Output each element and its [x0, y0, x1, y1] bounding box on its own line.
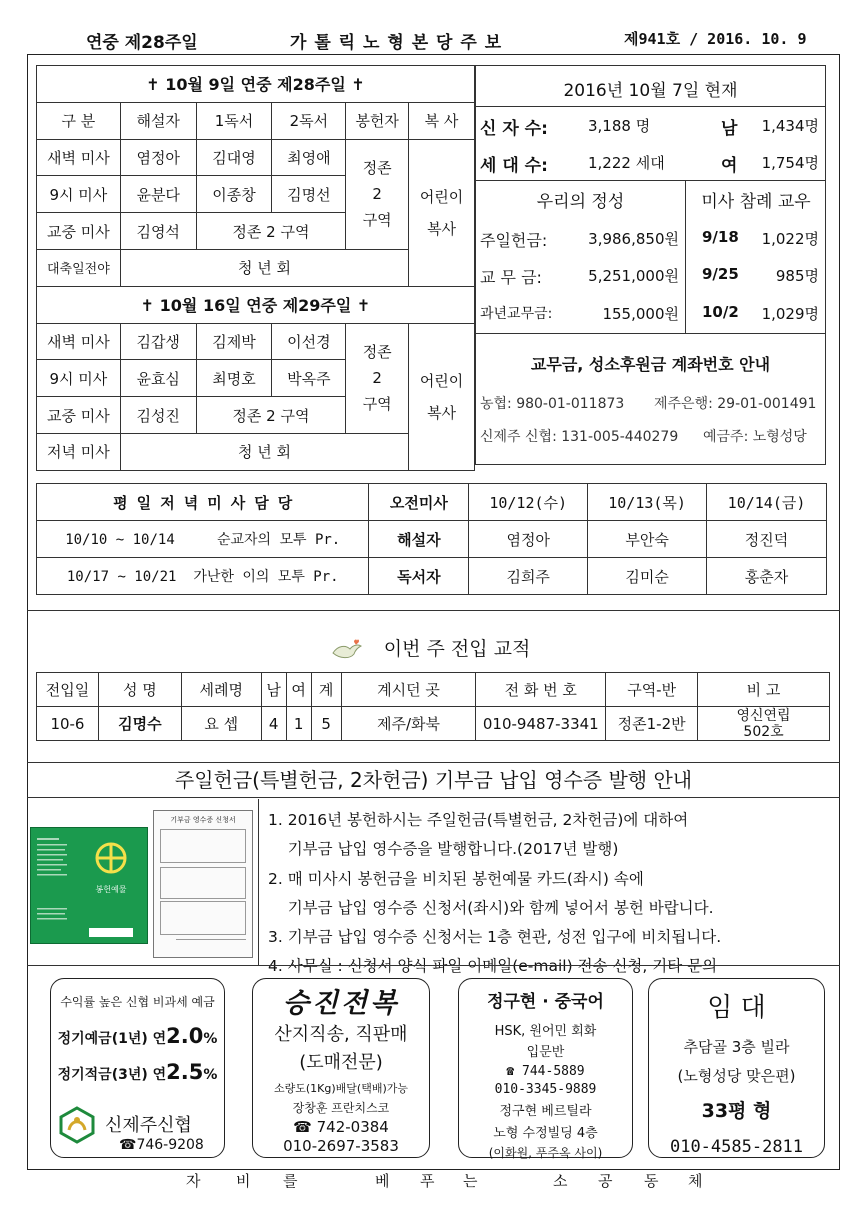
- abalone-name: 승진전복: [282, 988, 400, 1019]
- col-note: 비 고: [698, 673, 830, 707]
- chinese-name: 정구현 · 중국어: [487, 992, 604, 1012]
- mass-name: 대축일전야: [37, 249, 121, 286]
- chinese-line2: 입문반: [526, 1045, 565, 1060]
- pastdues-label: 과년교무금:: [480, 306, 553, 322]
- note-line: 3. 기부금 납입 영수증 신청서는 1층 현관, 성전 입구에 비치됩니다.: [268, 928, 722, 947]
- col-origin: 계시던 곳: [341, 673, 476, 707]
- rent-size: 33평 형: [701, 1100, 772, 1122]
- mass-schedule-table: [36, 65, 475, 471]
- cell-total: 5: [311, 707, 341, 741]
- mass-name: 9시 미사: [37, 360, 121, 397]
- col-offering: 봉헌자: [346, 102, 409, 139]
- commentator: 윤효심: [120, 360, 196, 397]
- parish-stats-panel: [475, 65, 826, 465]
- sunday-offering-value: 3,986,850원: [588, 230, 679, 248]
- offering-title: 우리의 정성: [536, 192, 625, 212]
- receipt-title: 주일헌금(특별헌금, 2차헌금) 기부금 납입 영수증 발행 안내: [27, 762, 840, 798]
- commentator: 염정아: [120, 139, 196, 176]
- merged-group: 청 년 회: [120, 433, 408, 470]
- rent-line1: 추담골 3층 빌라: [683, 1038, 790, 1056]
- duty-person: 김희주: [469, 558, 588, 595]
- cell-name: 김명수: [98, 707, 181, 741]
- col-date: 전입일: [37, 673, 99, 707]
- duty-date: 10/12(수): [469, 484, 588, 521]
- reading1: 최명호: [196, 360, 272, 397]
- reading2: 박옥주: [272, 360, 346, 397]
- rent-phone: 010-4585-2811: [669, 1137, 804, 1157]
- account-nh: 농협: 980-01-011873: [480, 396, 625, 412]
- offering-group: 정존 2 구역: [346, 139, 409, 249]
- transfer-table: [36, 672, 830, 741]
- households-value: 1,222 세대: [588, 154, 665, 172]
- chinese-line4: 노형 수정빌딩 4층: [493, 1126, 598, 1141]
- abalone-line1: 산지직송, 직판매: [274, 1024, 408, 1045]
- reader-label: 독서자: [369, 558, 469, 595]
- abalone-phone2: 010-2697-3583: [283, 1137, 399, 1155]
- attendance-date: 10/2: [702, 303, 739, 321]
- col-total: 계: [311, 673, 341, 707]
- col-server: 복 사: [409, 102, 475, 139]
- header-title: 가 톨 릭 노 형 본 당 주 보: [290, 33, 503, 53]
- abalone-owner: 장창훈 프란치스코: [292, 1101, 390, 1115]
- bank-phone: ☎746-9208: [119, 1137, 204, 1153]
- duty-person: 정진덕: [707, 521, 827, 558]
- rent-title: 임 대: [707, 993, 766, 1023]
- note-line: 2. 매 미사시 봉헌금을 비치된 봉헌예물 카드(좌시) 속에: [268, 869, 644, 888]
- believers-label: 신 자 수:: [480, 119, 548, 139]
- attendance-title: 미사 참례 교우: [701, 192, 811, 212]
- offering-group: 정존 2 구역: [346, 323, 409, 433]
- cell-male: 4: [261, 707, 286, 741]
- bank-tagline: 수익률 높은 신협 비과세 예금: [60, 995, 215, 1009]
- attendance-count: 1,022명: [761, 230, 819, 248]
- bank-name: 신제주신협: [105, 1115, 192, 1136]
- reading1: 이종창: [196, 176, 272, 213]
- households-label: 세 대 수:: [480, 156, 548, 176]
- col-reading1: 1독서: [196, 102, 272, 139]
- col-district: 구역-반: [606, 673, 698, 707]
- ad-chinese-lessons: [458, 978, 633, 1158]
- duty-person: 김미순: [588, 558, 707, 595]
- col-baptism: 세례명: [181, 673, 261, 707]
- cell-date: 10-6: [37, 707, 99, 741]
- abalone-delivery: 소량도(1Kg)배달(택배)가능: [274, 1082, 408, 1095]
- morning-mass-label: 오전미사: [369, 484, 469, 521]
- male-label: 남: [721, 119, 738, 139]
- chinese-line3: 정구현 베르틸라: [499, 1104, 592, 1119]
- female-label: 여: [721, 156, 738, 176]
- duty-person: 부안숙: [588, 521, 707, 558]
- offering-card-image: [30, 827, 148, 944]
- footer-motto: 자 비 를 베 푸 는 소 공 동 체: [186, 1172, 703, 1190]
- note-line: 1. 2016년 봉헌하시는 주일헌금(특별헌금, 2차헌금)에 대하여: [268, 811, 689, 829]
- col-commentator: 해설자: [120, 102, 196, 139]
- duty-row: 10/17 ~ 10/21 가난한 이의 모투 Pr.: [37, 558, 369, 595]
- bank-rate1: 정기예금(1년) 연2.0%: [57, 1024, 218, 1048]
- account-holder: 예금주: 노형성당: [703, 429, 807, 445]
- reading1: 김제박: [196, 323, 272, 360]
- female-value: 1,754명: [761, 154, 819, 172]
- dove-icon: [330, 637, 364, 663]
- cell-phone: 010-9487-3341: [476, 707, 606, 741]
- cell-district: 정존1-2반: [606, 707, 698, 741]
- rent-line2: (노형성당 맞은편): [677, 1067, 796, 1085]
- attendance-date: 9/25: [702, 265, 739, 283]
- commentator: 윤분다: [120, 176, 196, 213]
- mass-name: 교중 미사: [37, 213, 121, 250]
- note-line: 기부금 납입 영수증 신청서(좌시)와 함께 넣어서 봉헌 바랍니다.: [268, 898, 714, 917]
- cell-female: 1: [286, 707, 311, 741]
- dues-value: 5,251,000원: [588, 267, 679, 285]
- dues-label: 교 무 금:: [480, 268, 542, 287]
- duty-person: 염정아: [469, 521, 588, 558]
- mass-name: 새벽 미사: [37, 139, 121, 176]
- duty-title: 평 일 저 녁 미 사 담 당: [37, 484, 369, 521]
- attendance-count: 985명: [775, 267, 819, 285]
- duty-row: 10/10 ~ 10/14 순교자의 모투 Pr.: [37, 521, 369, 558]
- col-name: 성 명: [98, 673, 181, 707]
- col-category: 구 분: [37, 102, 121, 139]
- server-group: 어린이 복사: [409, 323, 475, 470]
- abalone-line2: (도매전문): [299, 1052, 383, 1073]
- reading2: 김명선: [272, 176, 346, 213]
- attendance-count: 1,029명: [761, 305, 819, 323]
- section-divider: [27, 610, 840, 611]
- note-line: 기부금 납입 영수증을 발행합니다.(2017년 발행): [268, 840, 619, 859]
- attendance-date: 9/18: [702, 228, 739, 246]
- duty-person: 홍춘자: [707, 558, 827, 595]
- commentator-label: 해설자: [369, 521, 469, 558]
- stats-date: 2016년 10월 7일 현재: [563, 81, 738, 101]
- commentator: 김성진: [120, 397, 196, 434]
- svg-text:봉헌예물: 봉헌예물: [95, 885, 127, 894]
- ad-abalone: [252, 978, 430, 1158]
- pastdues-value: 155,000원: [602, 305, 679, 323]
- transfer-title-text: 이번 주 전입 교적: [383, 638, 531, 660]
- believers-value: 3,188 명: [588, 117, 651, 135]
- ad-credit-union: [50, 978, 225, 1158]
- reading2: 최영애: [272, 139, 346, 176]
- cell-baptism: 요 셉: [181, 707, 261, 741]
- col-phone: 전 화 번 호: [476, 673, 606, 707]
- schedule2-title: ✝ 10월 16일 연중 제29주일 ✝: [37, 286, 475, 323]
- account-title: 교무금, 성소후원금 계좌번호 안내: [530, 355, 771, 374]
- mass-name: 저녁 미사: [37, 433, 121, 470]
- note-line: 4. 사무실 : 신청서 양식 파일 이메일(e-mail) 전송 신청, 기타 문의: [268, 957, 718, 976]
- header-issue: 제941호 / 2016. 10. 9: [624, 30, 807, 48]
- account-shinhyup: 신제주 신협: 131-005-440279: [480, 429, 679, 445]
- reading-merged: 정존 2 구역: [196, 213, 346, 250]
- sunday-offering-label: 주일헌금:: [480, 231, 548, 250]
- bulletin-header: [0, 28, 860, 52]
- weekday-mass-duty-table: [36, 483, 827, 595]
- schedule1-title: ✝ 10월 9일 연중 제28주일 ✝: [37, 66, 475, 103]
- section-divider: [27, 965, 840, 966]
- commentator: 김갑생: [120, 323, 196, 360]
- bank-rate2: 정기적금(3년) 연2.5%: [57, 1060, 218, 1084]
- cell-origin: 제주/화북: [341, 707, 476, 741]
- reading1: 김대영: [196, 139, 272, 176]
- mass-name: 9시 미사: [37, 176, 121, 213]
- receipt-form-image: 기부금 영수증 신청서: [153, 810, 253, 958]
- chinese-phone1: ☎ 744-5889: [506, 1064, 585, 1079]
- cell-note: 영신연립 502호: [698, 707, 830, 741]
- chinese-line1: HSK, 원어민 회화: [494, 1024, 597, 1039]
- reading-merged: 정존 2 구역: [196, 397, 346, 434]
- duty-date: 10/13(목): [588, 484, 707, 521]
- mass-name: 교중 미사: [37, 397, 121, 434]
- col-female: 여: [286, 673, 311, 707]
- receipt-notes: [268, 806, 828, 982]
- ad-rent: [648, 978, 825, 1158]
- chinese-phone2: 010-3345-9889: [494, 1082, 597, 1097]
- merged-group: 청 년 회: [120, 249, 408, 286]
- mass-name: 새벽 미사: [37, 323, 121, 360]
- chinese-line5: (이화원, 푸주옥 사이): [488, 1146, 603, 1160]
- reading2: 이선경: [272, 323, 346, 360]
- header-sunday: 연중 제28주일: [86, 33, 198, 53]
- abalone-phone1: ☎ 742-0384: [293, 1118, 389, 1136]
- duty-date: 10/14(금): [707, 484, 827, 521]
- col-reading2: 2독서: [272, 102, 346, 139]
- col-male: 남: [261, 673, 286, 707]
- commentator: 김영석: [120, 213, 196, 250]
- server-group: 어린이 복사: [409, 139, 475, 286]
- transfer-title: [0, 634, 860, 663]
- credit-union-logo-icon: [57, 1105, 97, 1149]
- male-value: 1,434명: [761, 117, 819, 135]
- account-jeju: 제주은행: 29-01-001491: [654, 396, 817, 412]
